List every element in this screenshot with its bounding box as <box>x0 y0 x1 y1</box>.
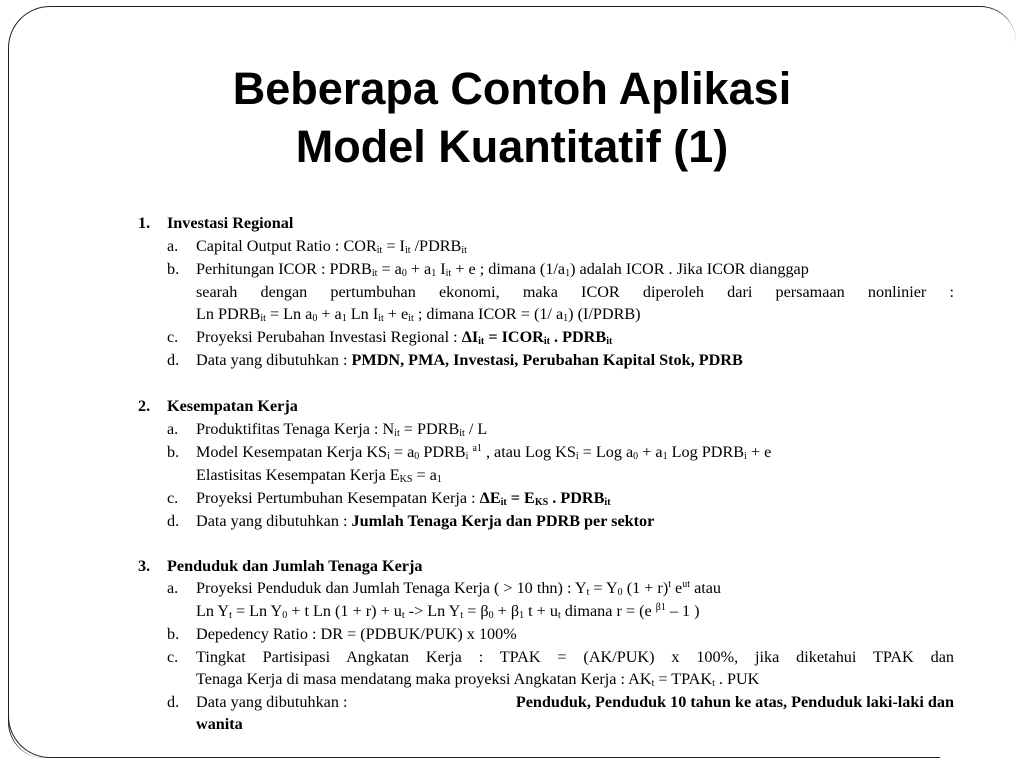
s2-c-text: Proyeksi Pertumbuhan Kesempatan Kerja : $\Delta E_{it} = E_{KS}$ . $PDRB_{it}$ <box>196 489 611 508</box>
s2-b-text-line1: Model Kesempatan Kerja $KS_i = a_0$ $PDRB_i$ $^{a1}$ , atau Log $KS_i$ = Log $a_0 + a_1$ Log $PDRB_i + e$ <box>196 443 772 462</box>
s3-b-marker: b. <box>167 625 180 643</box>
slide-frame-bottom-line <box>50 757 940 758</box>
section-2-heading: Kesempatan Kerja <box>167 397 298 415</box>
s2-d-text: Data yang dibutuhkan : Jumlah Tenaga Kerja dan PDRB per sektor <box>196 512 655 530</box>
s3-d-text-line2: wanita <box>196 715 243 733</box>
s2-b-marker: b. <box>167 443 180 461</box>
s1-d-marker: d. <box>167 351 180 369</box>
s2-a-marker: a. <box>167 420 179 438</box>
s3-c-text-line1: Tingkat Partisipasi Angkatan Kerja : TPAK = (AK/PUK) x 100%, jika diketahui TPAK dan <box>196 648 954 666</box>
s3-d-text-line1: Data yang dibutuhkan : Penduduk, Penduduk 10 tahun ke atas, Penduduk laki-laki dan <box>196 693 954 711</box>
s3-a-text-line2: Ln $Y_t = Ln$ $Y_0 + t$ Ln $(1 + r) + u_t -> Ln$ $Y_t = \beta_0 + \beta_1$ $t + u_t$ dimana r = (e $^{\beta 1}$ – 1 ) <box>196 602 700 621</box>
s2-c-marker: c. <box>167 489 179 507</box>
s1-c-marker: c. <box>167 328 179 346</box>
s2-b-text-line2: Elastisitas Kesempatan Kerja $E_{KS} = a_1$ <box>196 466 442 485</box>
s1-c-text: Proyeksi Perubahan Investasi Regional : $\Delta I_{it}$ = $ICOR_{it}$ . $PDRB_{it}$ <box>196 328 613 347</box>
s1-a-text: Capital Output Ratio : $COR_{it} = I_{it}$ $/PDRB_{it}$ <box>196 237 467 256</box>
s3-d-marker: d. <box>167 693 180 711</box>
section-3-number: 3. <box>138 557 151 575</box>
section-3-heading: Penduduk dan Jumlah Tenaga Kerja <box>167 557 423 575</box>
s3-c-text-line2: Tenaga Kerja di masa mendatang maka proyeksi Angkatan Kerja : $AK_t$ = $TPAK_t$ . PUK <box>196 670 760 689</box>
section-1-number: 1. <box>138 214 151 232</box>
section-2-number: 2. <box>138 397 151 415</box>
s3-b-text: Depedency Ratio : DR = (PDBUK/PUK) x 100% <box>196 625 517 643</box>
s3-c-marker: c. <box>167 648 179 666</box>
s1-b-text-line2: searah dengan pertumbuhan ekonomi, maka ICOR diperoleh dari persamaan nonlinier : <box>196 283 954 301</box>
s1-b-text-line1: Perhitungan ICOR : $PDRB_{it} = a_0 + a_1$ $I_{it} + e$ ; dimana $(1/a_1)$ adalah ICOR . Jika ICOR dianggap <box>196 260 809 279</box>
s3-a-marker: a. <box>167 579 179 597</box>
title-line-1: Beberapa Contoh Aplikasi <box>232 63 792 114</box>
title-line-2: Model Kuantitatif (1) <box>295 121 729 172</box>
s2-a-text: Produktifitas Tenaga Kerja : $N_{it}$ = $PDRB_{it}$ / L <box>196 420 488 439</box>
s2-d-marker: d. <box>167 512 180 530</box>
s1-a-marker: a. <box>167 237 179 255</box>
s1-b-text-line3: Ln $PDRB_{it} = Ln$ $a_0 + a_1$ Ln $I_{it} + e_{it}$ ; dimana ICOR = (1/ $a_1$) (I/PDRB) <box>196 305 641 324</box>
s3-a-text-line1: Proyeksi Penduduk dan Jumlah Tenaga Kerja ( > 10 thn) : $Y_t = Y_0$ $(1 + r)^t$ $e^{ut}$ atau <box>196 579 722 598</box>
s1-d-text: Data yang dibutuhkan : PMDN, PMA, Investasi, Perubahan Kapital Stok, PDRB <box>196 351 743 369</box>
slide-title <box>0 60 1024 176</box>
section-1-heading: Investasi Regional <box>167 214 294 232</box>
slide-frame-corner <box>8 700 50 758</box>
s1-b-marker: b. <box>167 260 180 278</box>
